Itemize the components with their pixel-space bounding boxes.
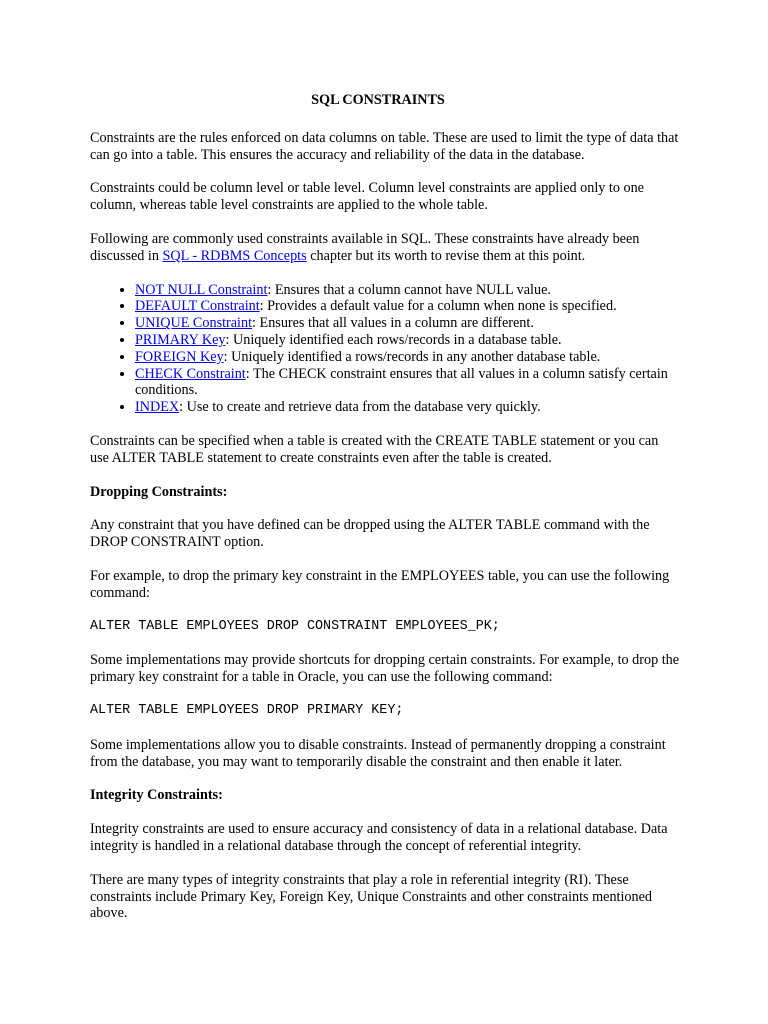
- page-title: SQL CONSTRAINTS: [311, 92, 445, 108]
- unique-constraint-link[interactable]: UNIQUE Constraint: [135, 315, 253, 332]
- document-page: [90, 92, 680, 939]
- list-item: [135, 366, 680, 400]
- list-item-text: : Use to create and retrieve data from the database very quickly.: [179, 399, 541, 416]
- create-table-paragraph: Constraints can be specified when a table is created with the CREATE TABLE statement or you can use ALTER TABLE statement to create constraints even after the table is created.: [90, 432, 659, 466]
- code-block-drop-primary-key: ALTER TABLE EMPLOYEES DROP PRIMARY KEY;: [90, 702, 404, 718]
- integrity-constraints-heading: Integrity Constraints:: [90, 787, 223, 804]
- rdbms-concepts-link[interactable]: SQL - RDBMS Concepts: [162, 247, 307, 264]
- common-constraints-paragraph: [90, 231, 680, 265]
- drop-constraint-paragraph: Any constraint that you have defined can be dropped using the ALTER TABLE command with the DROP CONSTRAINT option.: [90, 517, 650, 551]
- default-constraint-link[interactable]: DEFAULT Constraint: [135, 298, 260, 315]
- list-item-text: : Provides a default value for a column when none is specified.: [259, 298, 617, 315]
- not-null-constraint-link[interactable]: NOT NULL Constraint: [135, 281, 268, 298]
- list-item: [135, 349, 680, 366]
- ri-types-paragraph: There are many types of integrity constraints that play a role in referential integrity (RI). These constraints include Primary Key, Foreign Key, Unique Constraints and other constraints mentioned above.: [90, 871, 652, 922]
- integrity-paragraph: Integrity constraints are used to ensure accuracy and consistency of data in a relational database. Data integrity is handled in a relational database through the concept of referential integrity.: [90, 821, 668, 854]
- intro-paragraph: Constraints are the rules enforced on data columns on table. These are used to limit the type of data that can go into a table. This ensures the accuracy and reliability of the data in the database.: [90, 129, 679, 163]
- drop-example-paragraph: For example, to drop the primary key constraint in the EMPLOYEES table, you can use the following command:: [90, 567, 670, 601]
- code-block-drop-constraint: ALTER TABLE EMPLOYEES DROP CONSTRAINT EMPLOYEES_PK;: [90, 618, 500, 634]
- list-item-text: : The CHECK constraint ensures that all values in a column satisfy certain conditions.: [135, 365, 668, 399]
- list-item: [135, 282, 680, 299]
- constraints-list: [90, 282, 680, 416]
- list-item: [135, 332, 680, 349]
- foreign-key-link[interactable]: FOREIGN Key: [135, 348, 224, 365]
- list-item-text: : Uniquely identified a rows/records in any another database table.: [223, 348, 601, 365]
- list-item: [135, 315, 680, 332]
- list-item: [135, 399, 680, 416]
- primary-key-link[interactable]: PRIMARY Key: [135, 331, 226, 348]
- levels-paragraph: Constraints could be column level or table level. Column level constraints are applied only to one column, whereas table level constraints are applied to the whole table.: [90, 180, 644, 214]
- list-item-text: : Uniquely identified each rows/records in a database table.: [225, 331, 562, 348]
- common-constraints-text-after: chapter but its worth to revise them at this point.: [306, 247, 586, 264]
- list-item-text: : Ensures that a column cannot have NULL value.: [267, 281, 551, 298]
- common-constraints-text-before: Following are commonly used constraints available in SQL. These constraints have already been discussed in: [90, 230, 640, 264]
- index-link[interactable]: INDEX: [135, 399, 180, 416]
- disable-constraints-paragraph: Some implementations allow you to disable constraints. Instead of permanently dropping a constraint from the database, you may want to temporarily disable the constraint and then enable it later.: [90, 736, 666, 770]
- check-constraint-link[interactable]: CHECK Constraint: [135, 365, 246, 382]
- dropping-constraints-heading: Dropping Constraints:: [90, 483, 228, 500]
- shortcuts-paragraph: Some implementations may provide shortcuts for dropping certain constraints. For example, to drop the primary key constraint for a table in Oracle, you can use the following command:: [90, 652, 680, 686]
- list-item-text: : Ensures that all values in a column are different.: [252, 315, 534, 332]
- list-item: [135, 298, 680, 315]
